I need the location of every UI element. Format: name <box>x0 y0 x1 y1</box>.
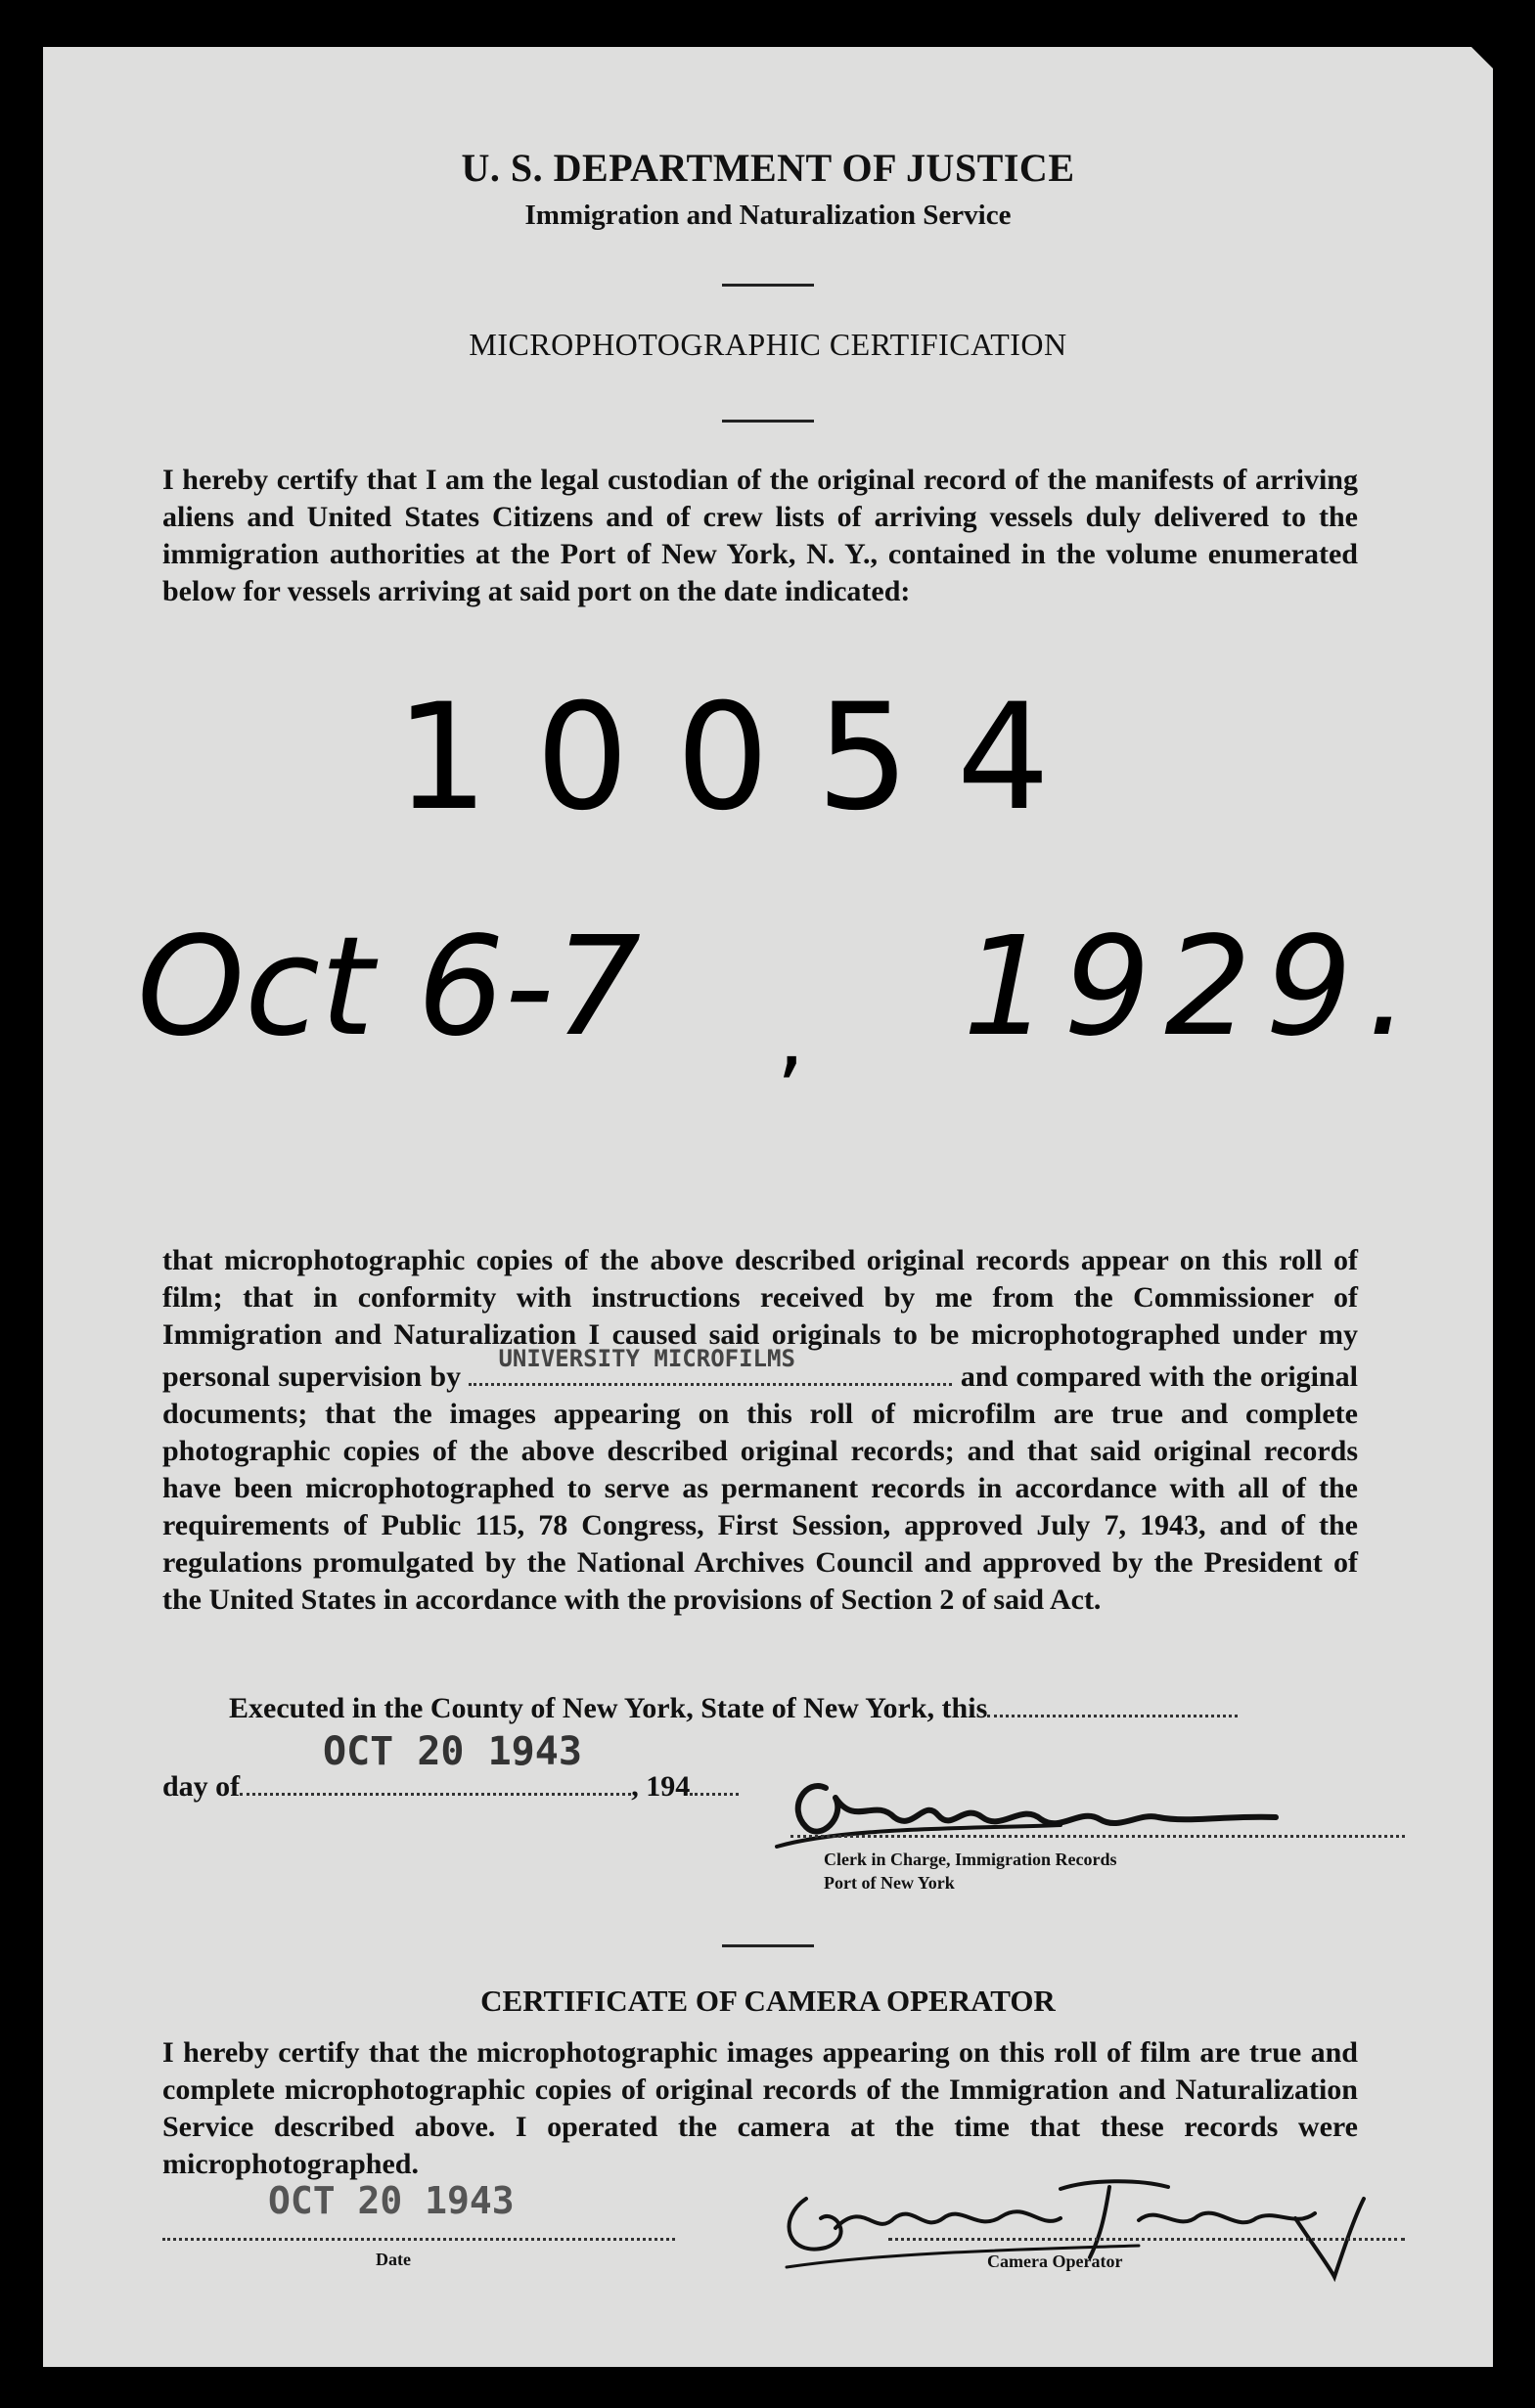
handwritten-date-year: 1929. <box>963 908 1423 1067</box>
certification-heading: MICROPHOTOGRAPHIC CERTIFICATION <box>469 327 1067 362</box>
camera-date-stamp: OCT 20 1943 <box>268 2179 515 2222</box>
handwritten-volume-number: 10054 <box>395 673 1098 843</box>
certificate-sheet <box>43 47 1493 2367</box>
executed-text: Executed in the County of New York, State of New York, this <box>229 1692 988 1724</box>
camera-date-line <box>162 2236 675 2241</box>
handwritten-date-range: Oct 6-7 <box>137 908 642 1067</box>
body-text-part2: and compared with the original documents; that the images appearing on this roll of microfilm are true and complete photographic copies of the above described original records; and that said original records have been microphotographed to serve as permanent records in accordance with all of the requirements of Public 115, 78 Congress, First Session, approved July 7, 1943, and of the regulations promulgated by the National Archives Council and approved by the President of the United States in accordance with the provisions of Section 2 of said Act. <box>162 1360 1359 1616</box>
page-subtitle: Immigration and Naturalization Service <box>524 200 1012 231</box>
typed-company-name: UNIVERSITY MICROFILMS <box>498 1345 795 1372</box>
camera-operator-signature <box>767 2160 1374 2297</box>
page-corner <box>1471 47 1493 68</box>
camera-certificate-heading: CERTIFICATE OF CAMERA OPERATOR <box>480 1984 1056 2018</box>
camera-paragraph: I hereby certify that the microphotographic images appearing on this roll of film are true and complete microphotographic copies of original records of the Immigration and Naturalization Service described above. I operated the camera at the time that these records were microphotographed. <box>162 2036 1358 2180</box>
camera-date-label: Date <box>376 2250 411 2269</box>
executed-line <box>229 1690 1364 1727</box>
camera-operator-line <box>888 2236 1405 2241</box>
clerk-title-line1: Clerk in Charge, Immigration Records <box>824 1850 1117 1869</box>
supervisor-line <box>469 1345 952 1386</box>
body-paragraph <box>162 1242 1358 1619</box>
camera-operator-label: Camera Operator <box>987 2252 1123 2271</box>
year-suffix-line <box>690 1769 739 1796</box>
clerk-signature-line <box>790 1833 1405 1838</box>
intro-paragraph: I hereby certify that I am the legal custodian of the original record of the manifests of arriving aliens and United States Citizens and of crew lists of arriving vessels duly delivered to the immigration authorities at the Port of New York, N. Y., contained in the volume enumerated below for vessels arriving at said port on the date indicated: <box>162 464 1358 607</box>
divider-middle <box>722 420 814 423</box>
execution-date-stamp: OCT 20 1943 <box>323 1729 582 1774</box>
divider-bottom <box>722 1944 814 1947</box>
page-title: U. S. DEPARTMENT OF JUSTICE <box>461 146 1075 190</box>
handwritten-date-separator: , <box>777 986 805 1089</box>
day-of-label: day of <box>162 1770 241 1803</box>
divider-top <box>722 284 814 287</box>
year-prefix: , 194 <box>631 1770 691 1803</box>
body-text-part1: that microphotographic copies of the above described original records appear on this roll of film; that in conformity with instructions received by me from the Commissioner of Immigration and Naturalization I caused said originals to be microphotographed under my personal supervision by <box>162 1244 1358 1393</box>
executed-day-line <box>987 1691 1238 1717</box>
clerk-title-line2: Port of New York <box>824 1873 955 1893</box>
